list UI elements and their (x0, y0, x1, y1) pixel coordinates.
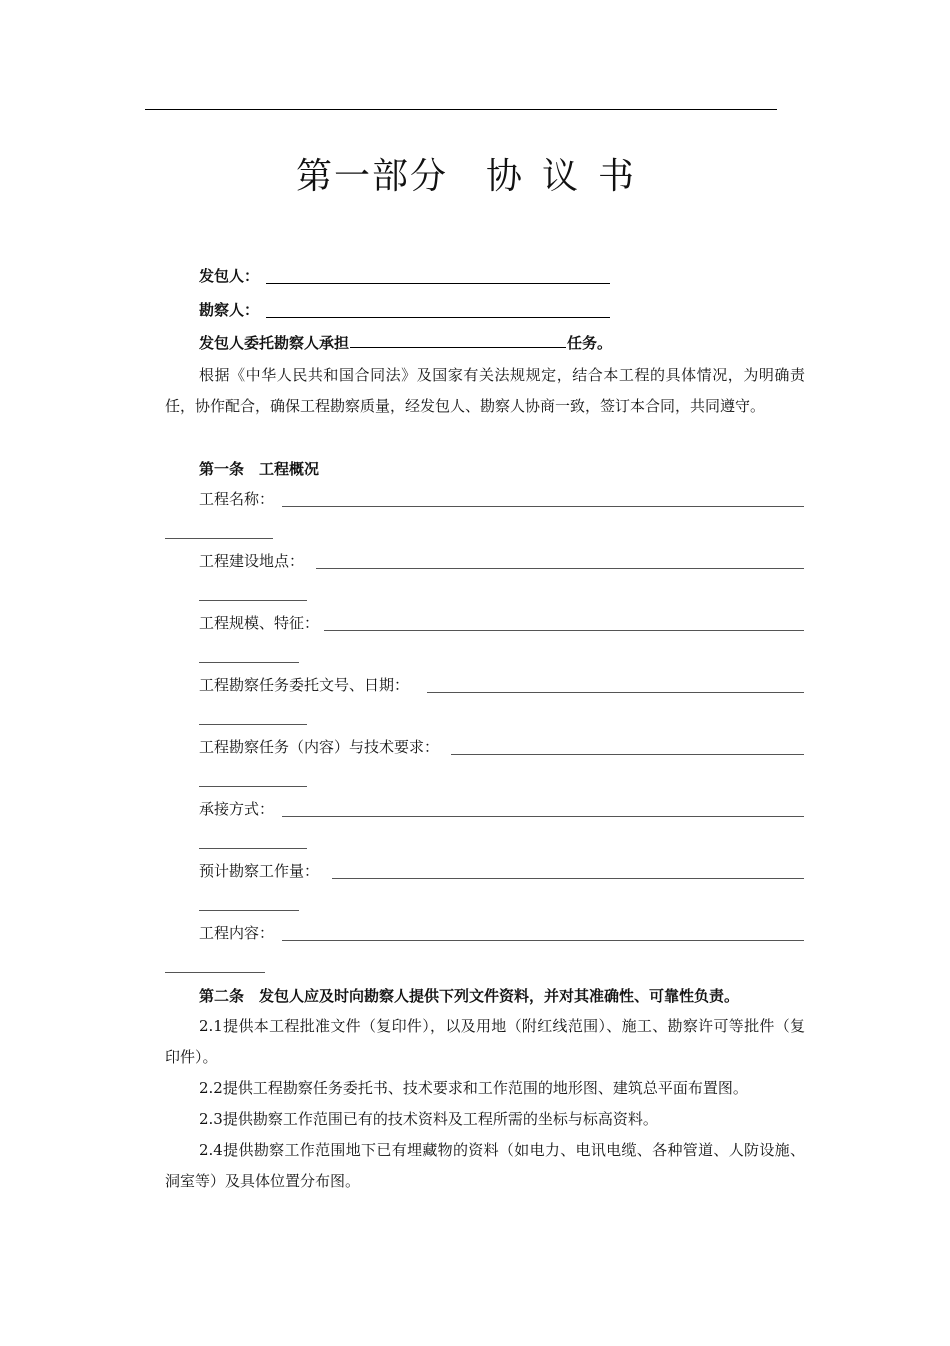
field-location-line2[interactable] (199, 600, 307, 601)
field-location-label: 工程建设地点： (199, 552, 305, 570)
article2-item-2: 2.2提供工程勘察任务委托书、技术要求和工作范围的地形图、建筑总平面布置图。 (199, 1079, 748, 1097)
field-project-name-label: 工程名称： (199, 490, 275, 508)
field-doc-number-line2[interactable] (199, 724, 307, 725)
entrust-prefix: 发包人委托勘察人承担 (199, 334, 350, 352)
field-scale-line2[interactable] (199, 662, 299, 663)
article2-item-4: 2.4提供勘察工作范围地下已有埋藏物的资料（如电力、电讯电缆、各种管道、人防设施、洞室等）及具体位置分布图。 (165, 1141, 805, 1190)
entrust-line (199, 333, 612, 353)
article2-item-1: 2.1提供本工程批准文件（复印件），以及用地（附红线范围）、施工、勘察许可等批件（复印件）。 (165, 1017, 805, 1066)
client-line (199, 266, 259, 286)
field-content-line2[interactable] (165, 972, 265, 973)
field-requirements-label: 工程勘察任务（内容）与技术要求： (199, 738, 440, 756)
field-method-line1[interactable] (282, 816, 804, 817)
field-content-label: 工程内容： (199, 924, 275, 942)
article2-heading: 第二条 发包人应及时向勘察人提供下列文件资料，并对其准确性、可靠性负责。 (199, 987, 740, 1005)
title-main: 第一部分 (295, 156, 448, 197)
field-scale-label: 工程规模、特征： (199, 614, 320, 632)
field-workload-label: 预计勘察工作量： (199, 862, 320, 880)
client-label: 发包人： (199, 267, 260, 285)
field-workload-line1[interactable] (332, 878, 804, 879)
client-field[interactable] (266, 283, 610, 284)
header-rule (145, 109, 777, 110)
field-doc-number-line1[interactable] (427, 692, 804, 693)
field-workload-line2[interactable] (199, 910, 299, 911)
page-title (0, 148, 950, 199)
field-method-line2[interactable] (199, 848, 307, 849)
field-scale-line1[interactable] (324, 630, 804, 631)
surveyor-label: 勘察人： (199, 301, 260, 319)
field-requirements-line1[interactable] (451, 754, 804, 755)
entrust-suffix: 任务。 (567, 334, 613, 352)
field-method-label: 承接方式： (199, 800, 275, 818)
article2-item-3: 2.3提供勘察工作范围已有的技术资料及工程所需的坐标与标高资料。 (199, 1110, 658, 1128)
article1-heading: 第一条 工程概况 (199, 460, 320, 478)
surveyor-field[interactable] (266, 317, 610, 318)
field-content-line1[interactable] (282, 940, 804, 941)
field-location-line1[interactable] (316, 568, 804, 569)
field-requirements-line2[interactable] (199, 786, 307, 787)
surveyor-line (199, 300, 259, 320)
title-sub: 协议书 (486, 156, 655, 197)
intro-paragraph: 根据《中华人民共和国合同法》及国家有关法规规定，结合本工程的具体情况，为明确责任，协作配合，确保工程勘察质量，经发包人、勘察人协商一致，签订本合同，共同遵守。 (165, 366, 805, 415)
entrust-task-field[interactable] (350, 333, 566, 348)
field-project-name-line1[interactable] (282, 506, 804, 507)
field-project-name-line2[interactable] (165, 538, 273, 539)
field-doc-number-label: 工程勘察任务委托文号、日期： (199, 676, 410, 694)
